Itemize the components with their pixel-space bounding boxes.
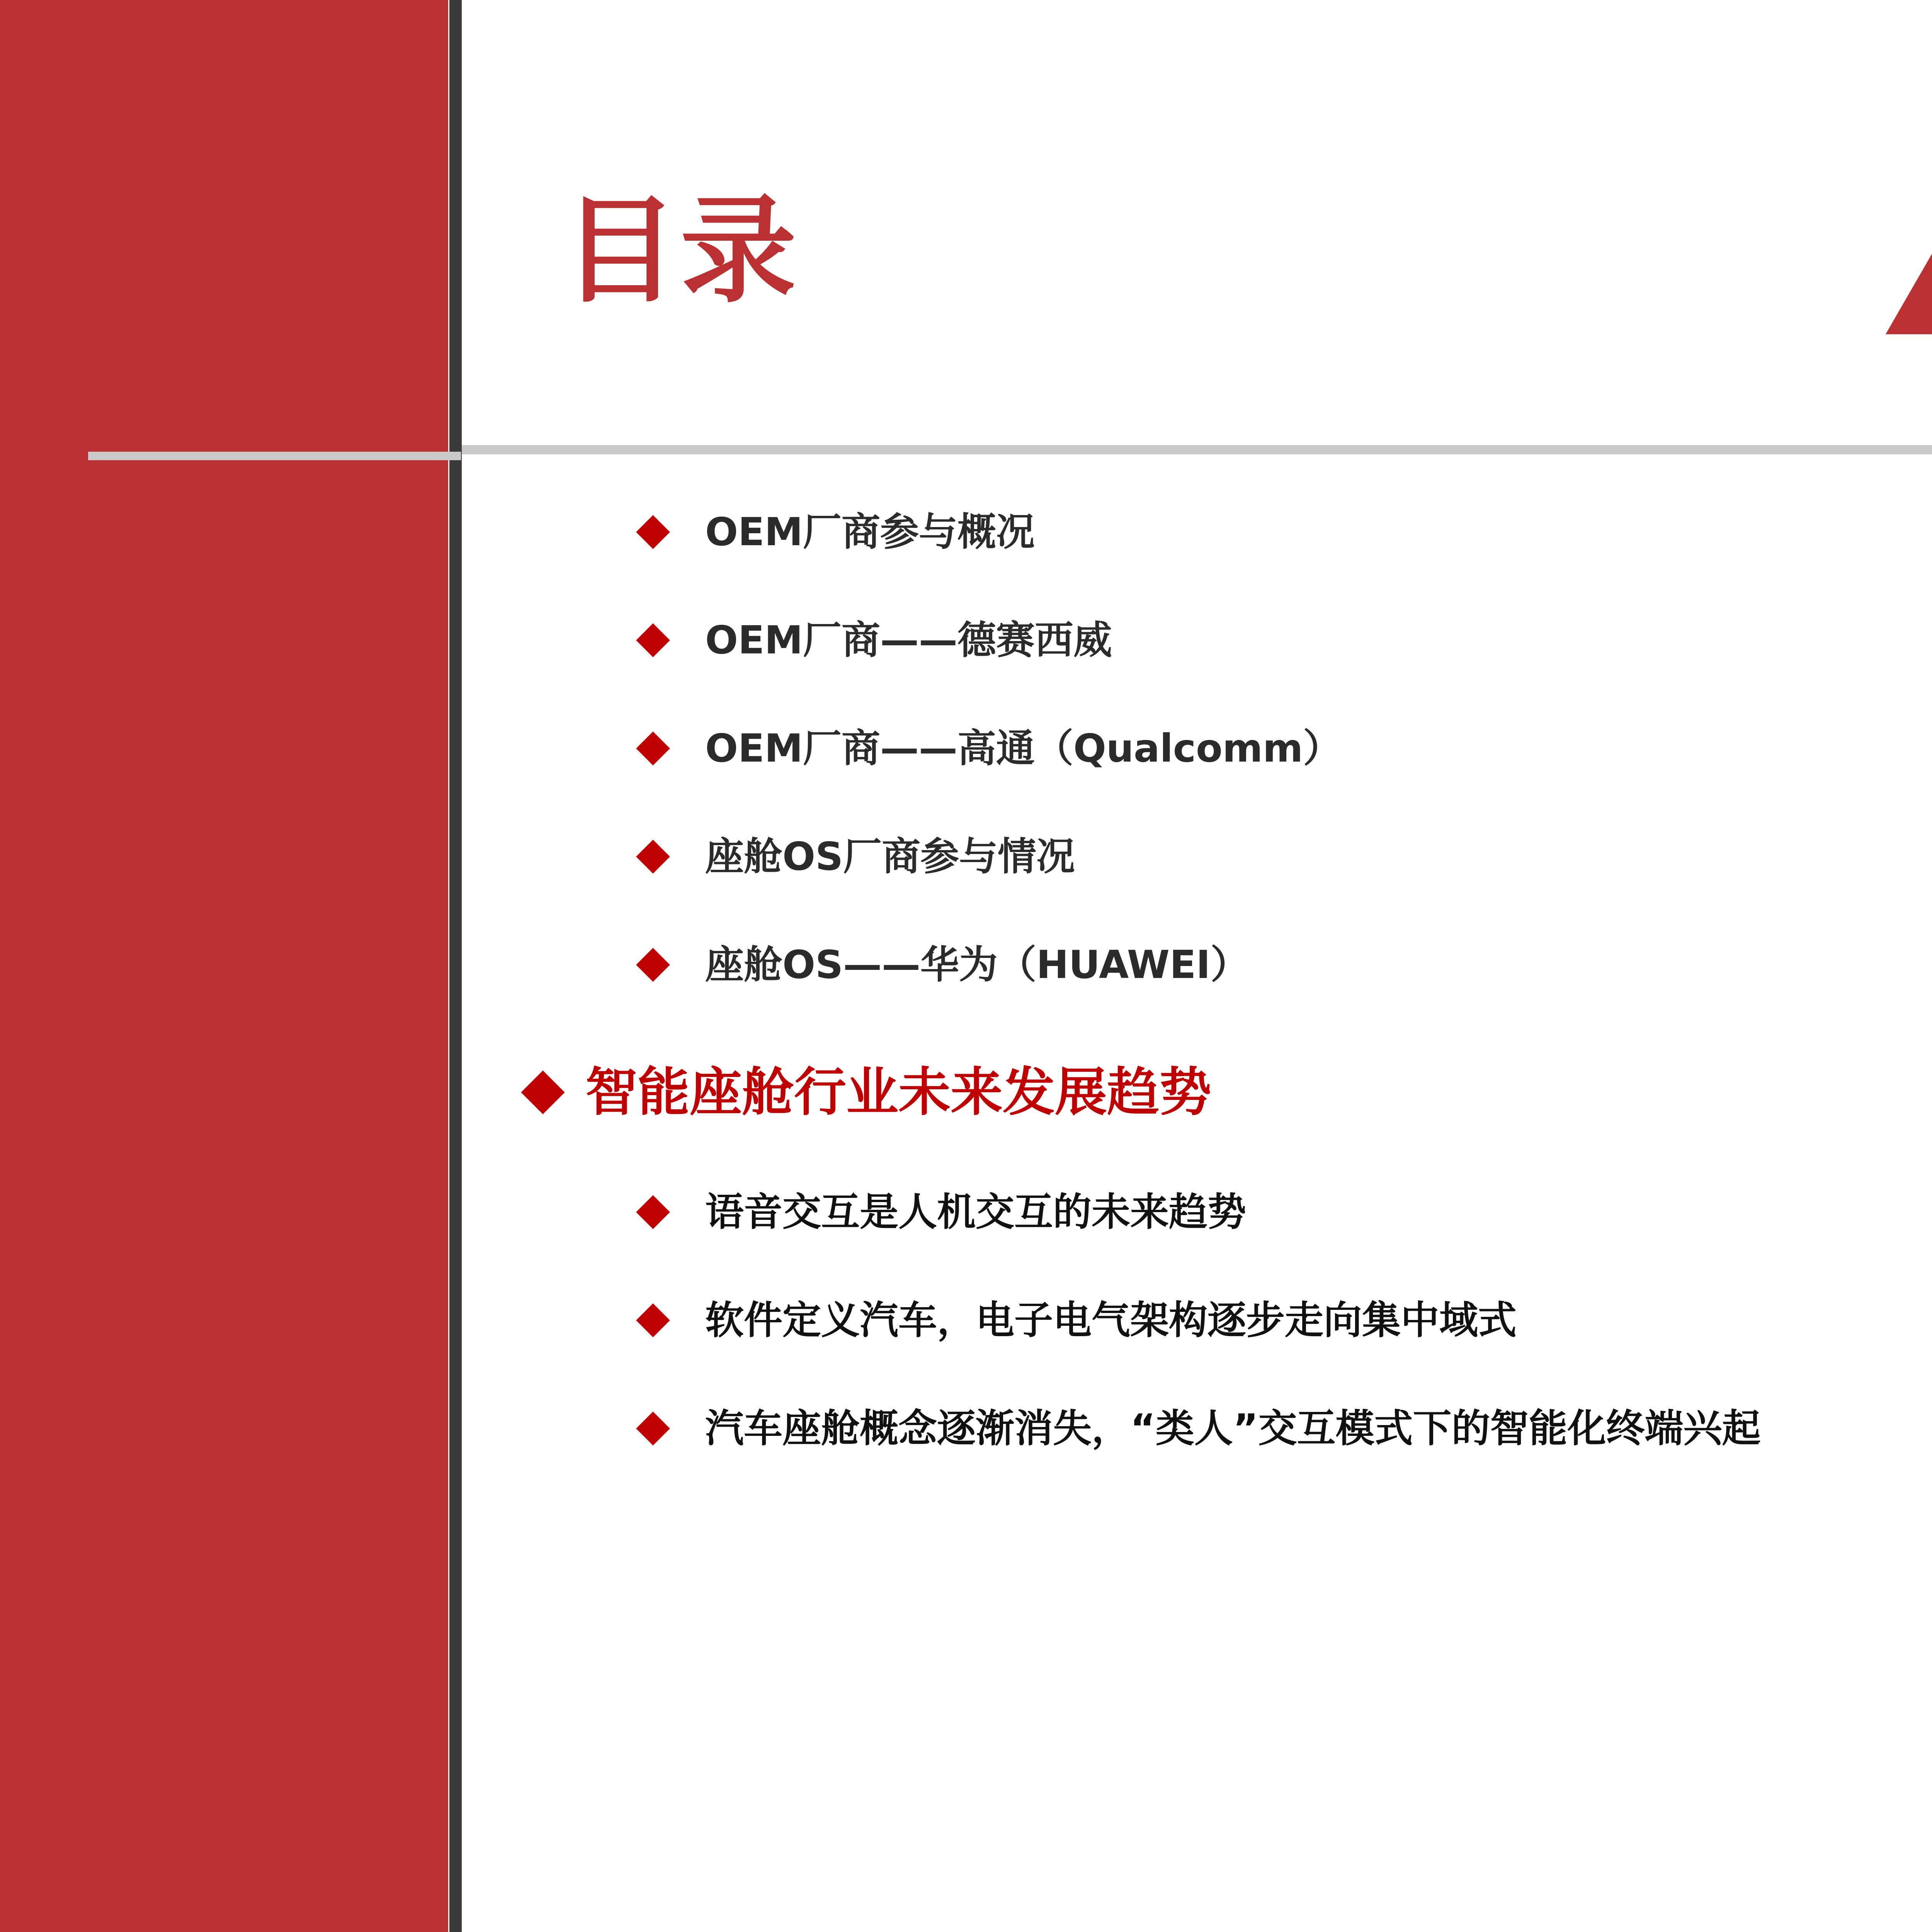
- toc-item[interactable]: [634, 833, 1075, 880]
- toc-item-label: OEM厂商参与概况: [705, 509, 1035, 554]
- toc-item-current-section[interactable]: [520, 1061, 1211, 1123]
- diamond-bullet-icon: [636, 623, 670, 657]
- toc-item[interactable]: [634, 725, 1342, 772]
- toc-item-label: 软件定义汽车，电子电气架构逐步走向集中域式: [705, 1298, 1517, 1343]
- diamond-bullet-icon: [636, 1195, 670, 1229]
- toc-item[interactable]: [634, 1189, 1246, 1235]
- toc-item-label: OEM厂商——德赛西威: [705, 617, 1112, 663]
- diamond-bullet-icon: [636, 515, 670, 549]
- toc-item-label: 座舱OS厂商参与情况: [705, 834, 1075, 879]
- diamond-bullet-icon: [636, 948, 670, 982]
- toc-item-label: OEM厂商——高通（Qualcomm）: [705, 726, 1342, 771]
- diamond-bullet-icon: [636, 731, 670, 765]
- toc-item[interactable]: [634, 942, 1249, 988]
- toc-item[interactable]: [634, 1405, 1760, 1452]
- toc-item-label: 语音交互是人机交互的未来趋势: [705, 1189, 1246, 1235]
- toc-item-label: 座舱OS——华为（HUAWEI）: [705, 942, 1249, 987]
- diamond-bullet-icon: [636, 1412, 670, 1446]
- diamond-bullet-icon: [636, 1303, 670, 1337]
- toc-item[interactable]: [634, 617, 1112, 663]
- toc-item-label: 智能座舱行业未来发展趋势: [585, 1062, 1211, 1122]
- diamond-bullet-icon: [636, 840, 670, 874]
- page-title: 目录: [562, 184, 799, 318]
- toc-item-label: 汽车座舱概念逐渐消失，“类人”交互模式下的智能化终端兴起: [705, 1406, 1761, 1451]
- toc-item[interactable]: [634, 509, 1035, 555]
- diamond-bullet-icon: [521, 1070, 565, 1114]
- toc-item[interactable]: [634, 1297, 1517, 1344]
